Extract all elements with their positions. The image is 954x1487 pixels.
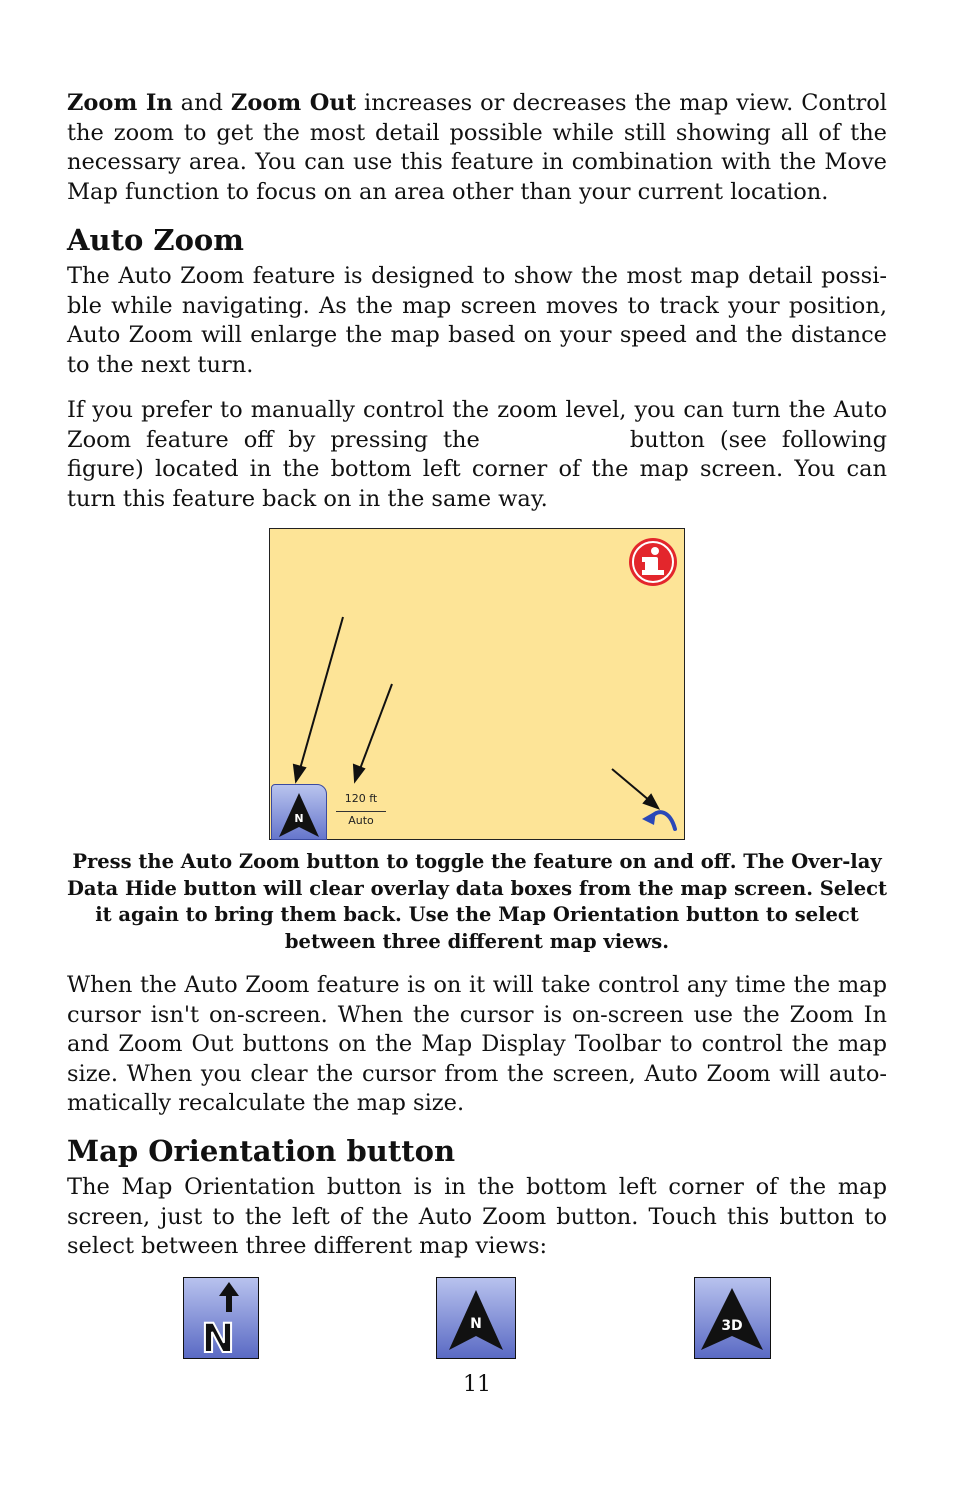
auto-zoom-heading: Auto Zoom (67, 223, 244, 257)
svg-text:N: N (201, 1316, 235, 1358)
map-screen-figure (269, 528, 685, 840)
3d-view-icon (694, 1277, 771, 1359)
scale-value: 120 ft (344, 792, 378, 805)
page-number: 11 (463, 1372, 491, 1397)
auto-zoom-label: Auto (348, 814, 374, 827)
info-icon[interactable] (629, 538, 677, 586)
intro-paragraph: Zoom In and Zoom Out increases or decreases the map view. Control the zoom to get the most detail possible while still showing all of the necessary area. You can use this feature in combination with the Move Map function to focus on an area other than your current location. (67, 90, 887, 205)
svg-text:3D: 3D (721, 1318, 743, 1334)
svg-text:N: N (470, 1316, 482, 1332)
track-up-icon (436, 1277, 516, 1359)
zoom-in-term: Zoom In (67, 90, 173, 116)
zoom-out-term: Zoom Out (230, 90, 357, 116)
auto-zoom-paragraph-2: If you prefer to manually control the zoom level, you can turn the Auto Zoom feature off by pressing the button (see following figure) located in the bottom left corner of the map screen. You can turn this feature back on in the same way. (67, 397, 888, 512)
map-orientation-button[interactable] (271, 784, 327, 840)
auto-zoom-paragraph-1: The Auto Zoom feature is designed to show the most map detail possi-ble while navigating. As the map screen moves to track your position, Auto Zoom will enlarge the map based on your speed and the distance to the next turn. (67, 263, 887, 378)
auto-zoom-button[interactable] (336, 792, 386, 827)
overlay-hide-arrow-icon[interactable] (642, 811, 675, 829)
north-arrow-icon (272, 785, 326, 839)
map-orientation-heading: Map Orientation button (67, 1134, 456, 1168)
callout-arrows (294, 617, 658, 808)
map-orientation-paragraph: The Map Orientation button is in the bottom left corner of the map screen, just to the left of the Auto Zoom button. Touch this button to select between three different map views: (67, 1174, 887, 1260)
svg-text:N: N (294, 812, 304, 825)
scale-bar (336, 811, 386, 812)
figure-caption: Press the Auto Zoom button to toggle the feature on and off. The Over-lay Data Hide button will clear overlay data boxes from the map screen. Select it again to bring them back. Use the Map Orientation button to select between three different map views. (67, 850, 887, 953)
auto-zoom-paragraph-3: When the Auto Zoom feature is on it will take control any time the map cursor isn't on-screen. When the cursor is on-screen use the Zoom In and Zoom Out buttons on the Map Display Toolbar to control the map size. When you clear the cursor from the screen, Auto Zoom will auto-matically recalculate the map size. (67, 972, 887, 1117)
north-up-icon (183, 1277, 259, 1359)
